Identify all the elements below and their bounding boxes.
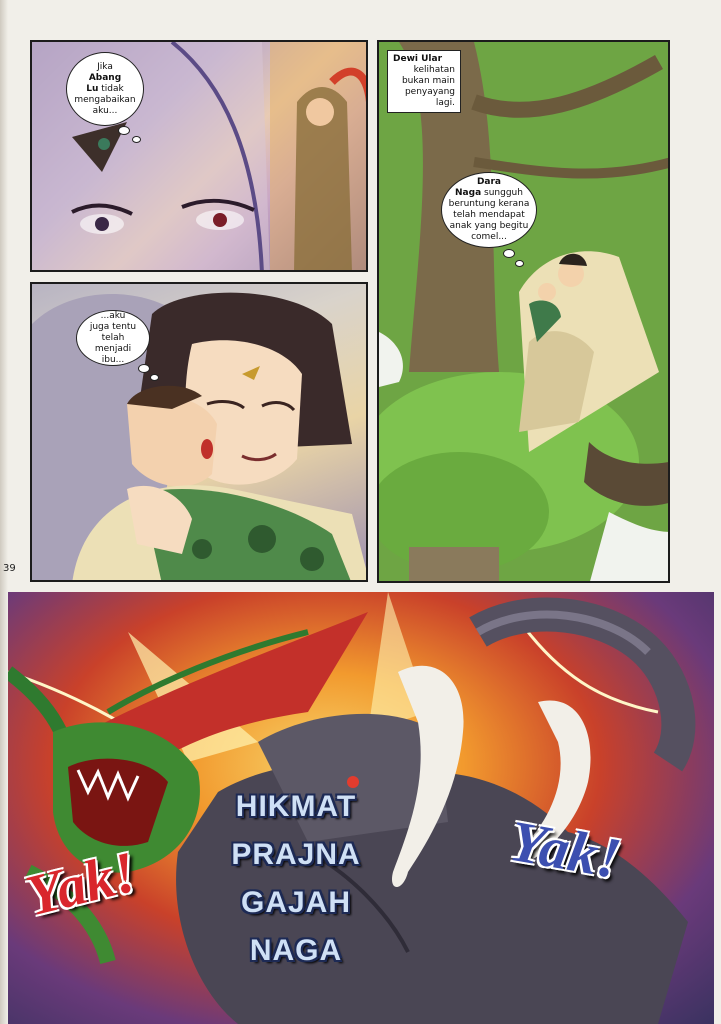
thought-line: telah menjadi [94,332,132,354]
thought-dot [118,126,130,135]
page-edge [0,0,8,1024]
thought-line: tidak [101,83,124,94]
sound-effect-right: Yak! [505,807,626,892]
attack-title-line-1: HIKMAT [235,790,357,823]
attack-title-line-2: PRAJNA [231,838,361,871]
thought-line: juga tentu [89,321,137,332]
panel-1-woman-closeup [30,40,368,272]
panel-4-dragon-vs-elephant [8,592,714,1024]
thought-line: beruntung kerana [448,199,530,209]
thought-line-bold: Abang [88,72,122,83]
thought-line: Jika [97,61,113,72]
caption-line: lagi. [435,98,455,108]
panel-3-mother-hug [30,282,368,582]
thought-line-bold: Lu [86,83,99,94]
page-number: 39 [3,563,16,574]
thought-dot [515,260,524,267]
tree-and-mother-illustration [379,42,670,583]
thought-bubble-dara-naga [441,172,537,248]
panel-2-tree-scene [377,40,670,583]
caption-line: bukan main [401,76,455,86]
caption-line: penyayang [404,87,455,97]
thought-line: ...aku [100,310,126,321]
thought-line-bold: Dara [476,177,502,187]
thought-line: anak yang begitu [449,221,529,231]
sound-effect-left: Yak! [19,838,143,929]
caption-line: kelihatan [413,65,455,75]
thought-bubble-aku-ibu [76,310,150,366]
thought-line: ibu... [101,354,125,365]
thought-line: telah mendapat [453,210,525,220]
thought-dot [503,249,515,258]
thought-dot [132,136,141,143]
thought-line-bold: Naga [455,188,482,198]
thought-line: mengabaikan [74,94,136,105]
thought-line: comel... [471,232,507,242]
thought-line: sungguh [484,188,523,198]
thought-dot [138,364,150,373]
thought-bubble-abang-lu [66,52,144,126]
attack-title-line-3: GAJAH [240,886,351,919]
thought-dot [150,374,159,381]
thought-line: aku... [92,105,118,116]
attack-title-line-4: NAGA [249,934,343,967]
narration-caption [387,50,461,113]
caption-title: Dewi Ular [393,54,443,64]
